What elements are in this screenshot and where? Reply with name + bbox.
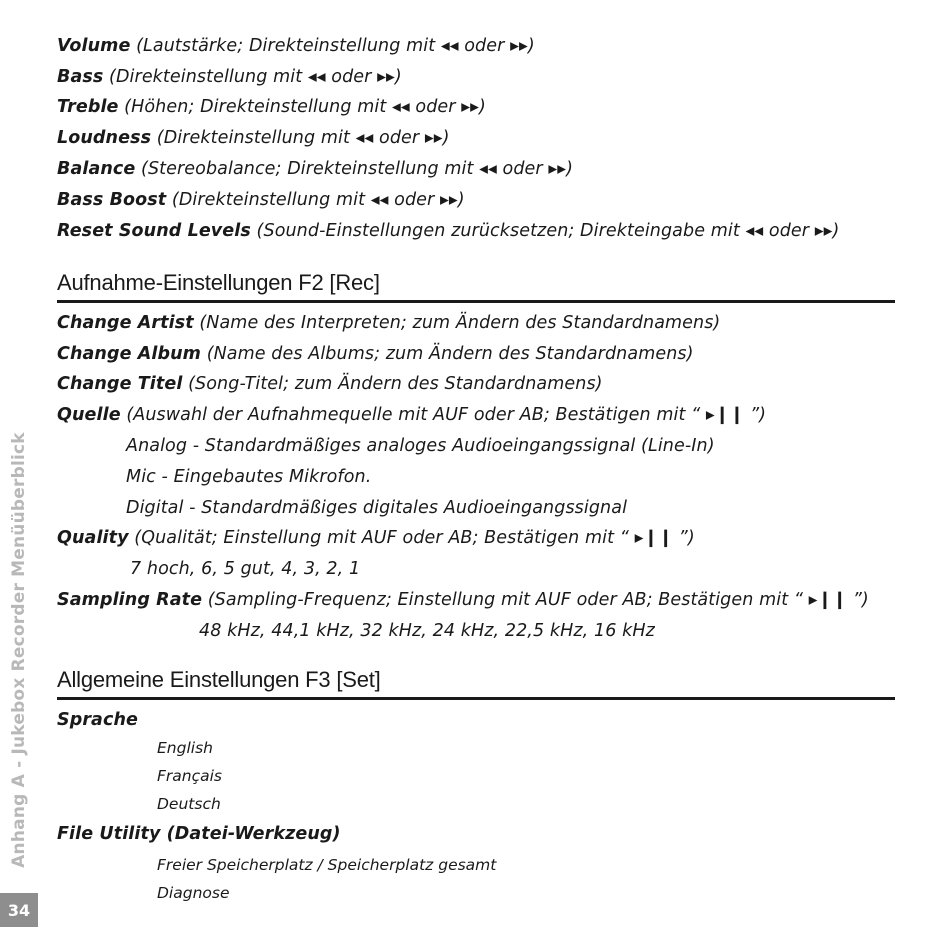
source-option-mic: Mic - Eingebautes Mikrofon. bbox=[126, 467, 372, 487]
term: Change Album bbox=[57, 344, 202, 364]
term: Quality bbox=[57, 528, 129, 548]
description: (Sampling-Frequenz; Einstellung mit AUF oder AB; Bestätigen mit “ ▸❙❙ ”) bbox=[202, 590, 869, 610]
language-option-english: English bbox=[157, 739, 213, 757]
sound-line-treble bbox=[57, 97, 486, 117]
term: Change Artist bbox=[57, 313, 194, 333]
section-heading-rec: Aufnahme-Einstellungen F2 [Rec] bbox=[57, 270, 895, 303]
quality-values: 7 hoch, 6, 5 gut, 4, 3, 2, 1 bbox=[130, 559, 361, 579]
set-line-file-utility bbox=[57, 824, 341, 844]
sidebar-title: Anhang A - Jukebox Recorder Menüüberblick bbox=[9, 432, 29, 868]
term: Reset Sound Levels bbox=[57, 221, 251, 241]
description: (Direkteinstellung mit ◂◂ oder ▸▸) bbox=[151, 128, 450, 148]
rec-line-title bbox=[57, 374, 603, 394]
sound-line-bass bbox=[57, 67, 402, 87]
language-option-french: Français bbox=[157, 767, 223, 785]
description: (Höhen; Direkteinstellung mit ◂◂ oder ▸▸) bbox=[118, 97, 486, 117]
description: (Qualität; Einstellung mit AUF oder AB; Bestätigen mit “ ▸❙❙ ”) bbox=[128, 528, 695, 548]
description: (Lautstärke; Direkteinstellung mit ◂◂ oder ▸▸) bbox=[130, 36, 535, 56]
term: Balance bbox=[57, 159, 136, 179]
term: Change Titel bbox=[57, 374, 183, 394]
language-option-german: Deutsch bbox=[157, 795, 221, 813]
term: File Utility (Datei-Werkzeug) bbox=[57, 824, 341, 844]
appendix-sidebar bbox=[0, 420, 38, 880]
description: (Name des Albums; zum Ändern des Standardnamens) bbox=[201, 344, 694, 364]
term: Volume bbox=[57, 36, 131, 56]
section-heading-set: Allgemeine Einstellungen F3 [Set] bbox=[57, 667, 895, 700]
file-option-diagnose: Diagnose bbox=[157, 884, 230, 902]
term: Sprache bbox=[57, 710, 138, 730]
sound-line-balance bbox=[57, 159, 573, 179]
term: Loudness bbox=[57, 128, 152, 148]
rec-line-quality bbox=[57, 528, 695, 548]
rec-line-sampling bbox=[57, 590, 869, 610]
source-option-digital: Digital - Standardmäßiges digitales Audioeingangssignal bbox=[126, 498, 628, 518]
description: (Auswahl der Aufnahmequelle mit AUF oder AB; Bestätigen mit “ ▸❙❙ ”) bbox=[120, 405, 767, 425]
sound-line-reset bbox=[57, 221, 839, 241]
rec-line-source bbox=[57, 405, 766, 425]
description: (Direkteinstellung mit ◂◂ oder ▸▸) bbox=[103, 67, 402, 87]
term: Quelle bbox=[57, 405, 121, 425]
page-number: 34 bbox=[0, 893, 38, 927]
file-option-free-space: Freier Speicherplatz / Speicherplatz gesamt bbox=[157, 856, 497, 874]
description: (Name des Interpreten; zum Ändern des Standardnamens) bbox=[193, 313, 721, 333]
term: Sampling Rate bbox=[57, 590, 203, 610]
rec-line-album bbox=[57, 344, 694, 364]
term: Bass Boost bbox=[57, 190, 167, 210]
description: (Stereobalance; Direkteinstellung mit ◂◂ oder ▸▸) bbox=[135, 159, 574, 179]
description: (Sound-Einstellungen zurücksetzen; Direkteingabe mit ◂◂ oder ▸▸) bbox=[250, 221, 840, 241]
sound-line-volume bbox=[57, 36, 535, 56]
term: Bass bbox=[57, 67, 104, 87]
source-option-analog: Analog - Standardmäßiges analoges Audioeingangssignal (Line-In) bbox=[126, 436, 715, 456]
description: (Direkteinstellung mit ◂◂ oder ▸▸) bbox=[166, 190, 465, 210]
sound-line-loudness bbox=[57, 128, 450, 148]
sound-line-bass-boost bbox=[57, 190, 465, 210]
term: Treble bbox=[57, 97, 119, 117]
rec-line-artist bbox=[57, 313, 720, 333]
description: (Song-Titel; zum Ändern des Standardnamens) bbox=[182, 374, 603, 394]
set-line-language bbox=[57, 710, 138, 730]
sampling-values: 48 kHz, 44,1 kHz, 32 kHz, 24 kHz, 22,5 kHz, 16 kHz bbox=[199, 621, 655, 641]
